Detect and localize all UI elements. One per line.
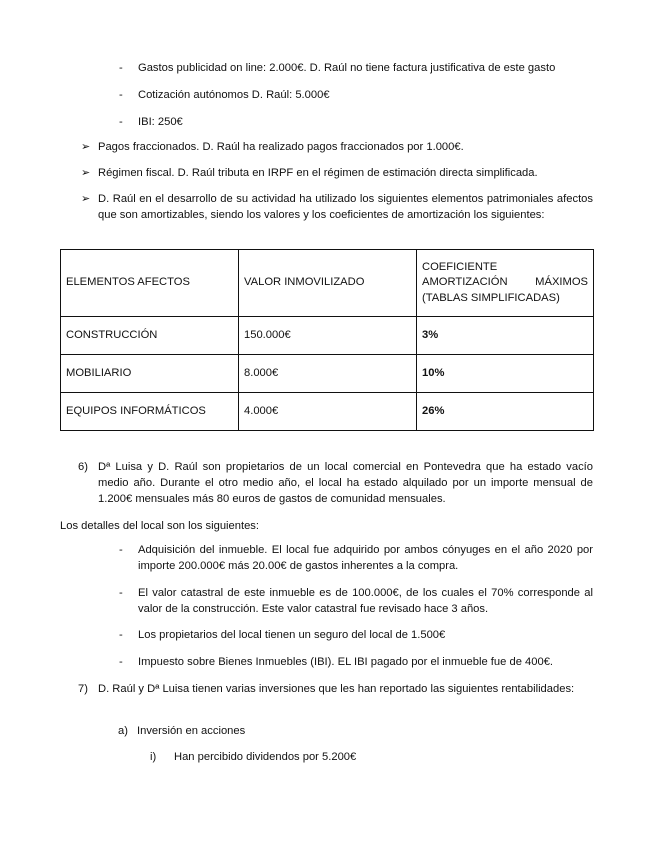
- item-7-text: D. Raúl y Dª Luisa tienen varias inversiones que les han reportado las siguientes rentabilidades:: [98, 683, 575, 695]
- list-dash: -: [119, 116, 123, 128]
- item-6-number: 6): [78, 461, 88, 473]
- list-dash: -: [119, 629, 123, 641]
- list-item: IBI: 250€: [138, 116, 183, 128]
- list-item: Los propietarios del local tienen un seguro del local de 1.500€: [138, 629, 446, 641]
- cell-coef: 10%: [417, 355, 594, 393]
- header-coef-line2: AMORTIZACIÓN MÁXIMOS: [422, 276, 588, 289]
- list-dash: -: [119, 62, 123, 74]
- list-item: Cotización autónomos D. Raúl: 5.000€: [138, 89, 330, 101]
- cell-element: MOBILIARIO: [61, 355, 239, 393]
- cell-coef: 3%: [417, 317, 594, 355]
- list-item: Adquisición del inmueble. El local fue adquirido por ambos cónyuges en el año 2020 por importe 200.000€ más 20.00€ de gastos inherentes a la compra.: [138, 544, 593, 572]
- table-row: [61, 393, 594, 431]
- list-dash: -: [119, 544, 123, 556]
- arrow-bullet-icon: ➢: [81, 166, 91, 179]
- list-dash: -: [119, 587, 123, 599]
- sub-a-marker: a): [118, 725, 128, 737]
- header-coef-line1: COEFICIENTE: [422, 260, 498, 273]
- sub-a-text: Inversión en acciones: [137, 725, 246, 737]
- arrow-bullet-icon: ➢: [81, 140, 91, 153]
- list-dash: -: [119, 89, 123, 101]
- table-row: [61, 317, 594, 355]
- cell-value: 4.000€: [239, 393, 417, 431]
- item-7-number: 7): [78, 683, 88, 695]
- item-6-text: Dª Luisa y D. Raúl son propietarios de un local comercial en Pontevedra que ha estado vacío medio año. Durante el otro medio año, el local ha estado alquilado por un importe mensual de 1.200€ mensuales más 80 euros de gastos de comunidad mensuales.: [98, 461, 593, 505]
- header-elementos: ELEMENTOS AFECTOS: [61, 250, 239, 317]
- sub-i-marker: i): [150, 751, 157, 763]
- cell-element: CONSTRUCCIÓN: [61, 317, 239, 355]
- table-header-row: [61, 250, 594, 317]
- cell-coef: 26%: [417, 393, 594, 431]
- local-details-intro: Los detalles del local son los siguientes:: [60, 520, 260, 532]
- cell-value: 8.000€: [239, 355, 417, 393]
- header-coeficiente: [417, 250, 594, 317]
- cell-element: EQUIPOS INFORMÁTICOS: [61, 393, 239, 431]
- assets-table: [60, 249, 594, 431]
- header-coef-line3: (TABLAS SIMPLIFICADAS): [422, 291, 560, 304]
- list-item: El valor catastral de este inmueble es de 100.000€, de los cuales el 70% corresponde al valor de la construcción. Este valor catastral fue revisado hace 3 años.: [138, 587, 593, 615]
- table-row: [61, 355, 594, 393]
- list-item: Gastos publicidad on line: 2.000€. D. Raúl no tiene factura justificativa de este gasto: [138, 62, 556, 74]
- list-item: Impuesto sobre Bienes Inmuebles (IBI). EL IBI pagado por el inmueble fue de 400€.: [138, 656, 554, 668]
- header-valor: VALOR INMOVILIZADO: [239, 250, 417, 317]
- cell-value: 150.000€: [239, 317, 417, 355]
- sub-i-text: Han percibido dividendos por 5.200€: [174, 751, 357, 763]
- arrow-item-regimen: Régimen fiscal. D. Raúl tributa en IRPF en el régimen de estimación directa simplificada.: [98, 167, 538, 179]
- arrow-item-elementos: D. Raúl en el desarrollo de su actividad ha utilizado los siguientes elementos patrimoniales afectos que son amortizables, siendo los valores y los coeficientes de amortización los siguientes:: [98, 193, 593, 221]
- arrow-bullet-icon: ➢: [81, 192, 91, 205]
- arrow-item-pagos: Pagos fraccionados. D. Raúl ha realizado pagos fraccionados por 1.000€.: [98, 141, 464, 153]
- list-dash: -: [119, 656, 123, 668]
